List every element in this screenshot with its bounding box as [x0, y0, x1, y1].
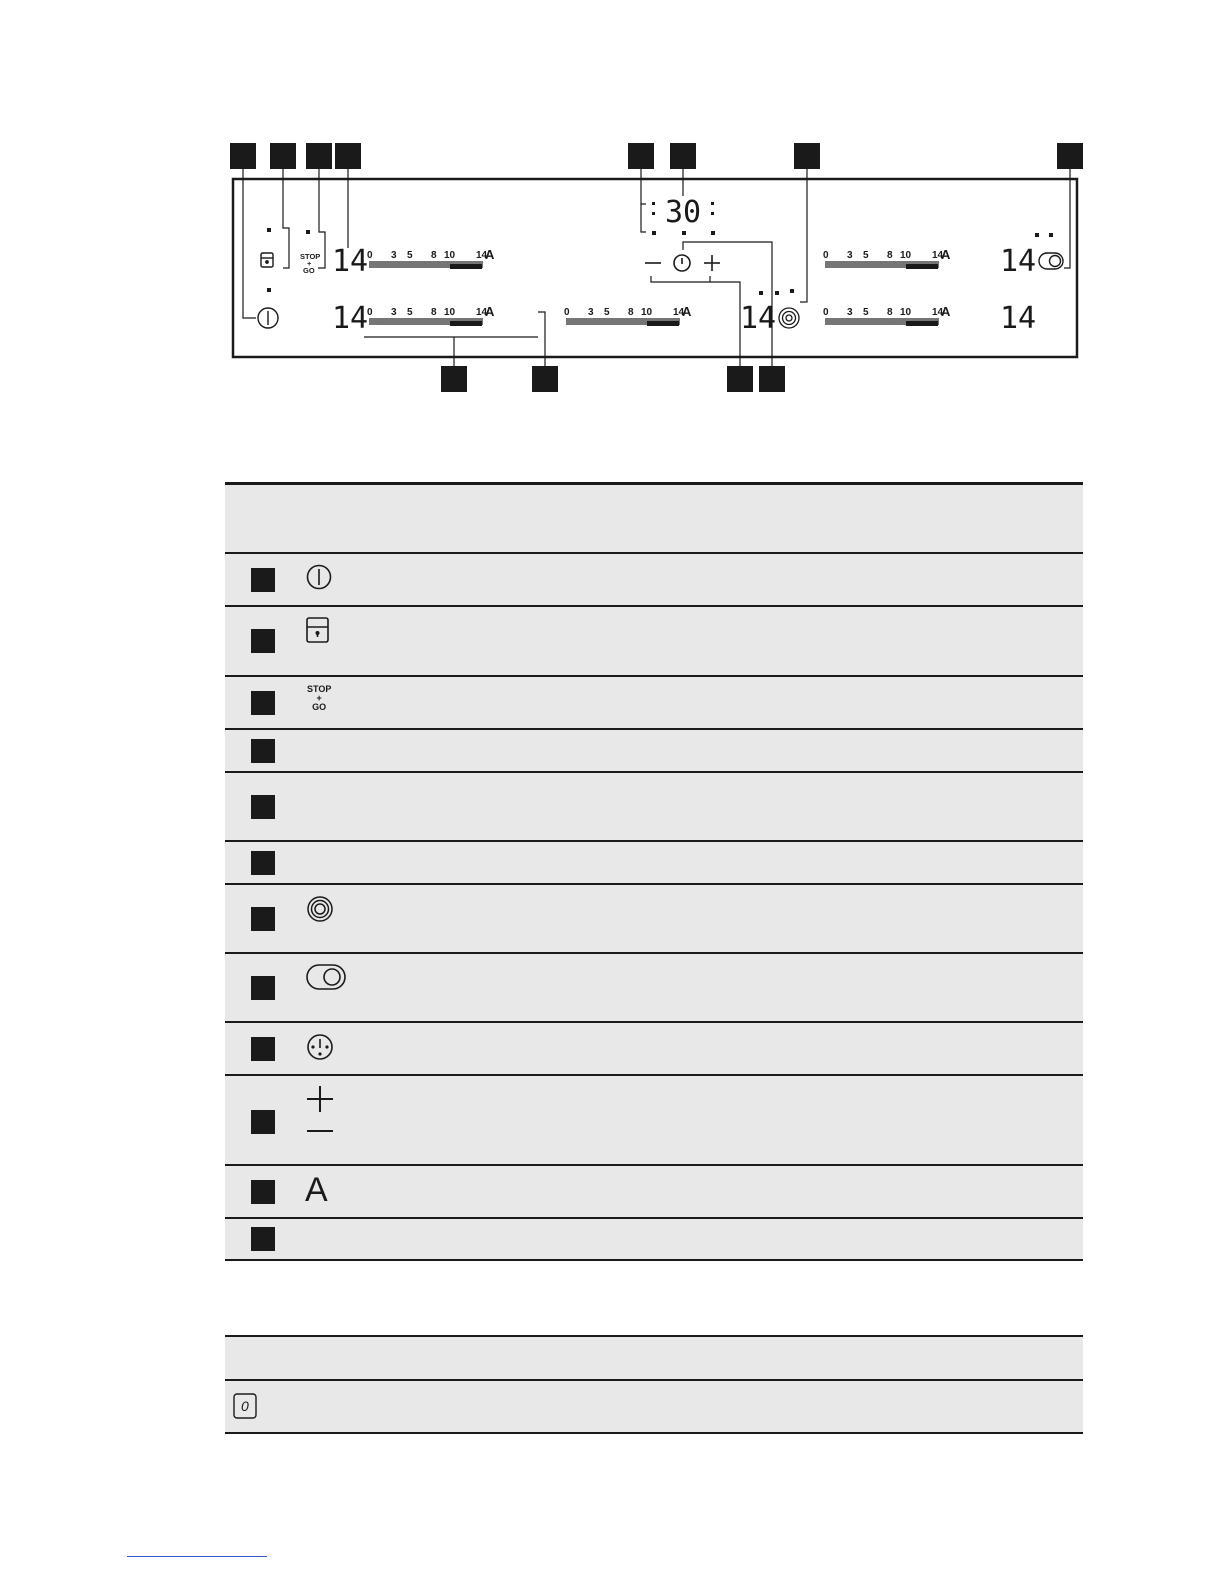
scale-label: 10	[641, 307, 653, 318]
scale-label: 3	[391, 307, 397, 318]
power-scale-bottom-middle[interactable]	[564, 304, 692, 326]
callout-marker	[441, 366, 467, 392]
table-row	[225, 554, 1083, 607]
stop-go-label: GO	[312, 702, 327, 712]
callout-marker	[251, 691, 275, 715]
table-row	[225, 885, 1083, 954]
power-icon[interactable]	[258, 308, 278, 328]
scale-label: 0	[564, 307, 570, 318]
callout-marker	[335, 143, 361, 169]
zone-display-top-left: 14	[332, 244, 369, 279]
bridge-icon	[305, 894, 335, 924]
scale-label: 10	[444, 307, 456, 318]
callout-marker	[230, 143, 256, 169]
scale-label: 8	[628, 307, 634, 318]
callout-marker	[251, 1110, 275, 1134]
callout-marker	[1057, 143, 1083, 169]
plus-label: +	[307, 259, 312, 268]
scale-label: 8	[431, 250, 437, 261]
lock-icon	[305, 616, 331, 644]
scale-auto-label[interactable]: A	[941, 247, 951, 262]
power-scale-top-right[interactable]	[823, 247, 951, 269]
stop-go-button[interactable]	[300, 252, 320, 275]
callout-marker	[794, 143, 820, 169]
table-row	[225, 677, 1083, 730]
scale-auto-label[interactable]: A	[682, 304, 692, 319]
scale-bar-high	[647, 321, 679, 326]
auto-icon: A	[305, 1171, 328, 1209]
zone-display-bottom-right: 14	[1000, 301, 1037, 336]
timer-controls	[645, 255, 720, 271]
scale-label: 10	[444, 250, 456, 261]
callout-markers-top	[230, 143, 1083, 169]
stop-go-label: STOP	[307, 684, 332, 694]
scale-label: 5	[863, 250, 869, 261]
scale-label: 14	[932, 307, 944, 318]
table-header-row	[225, 1337, 1083, 1381]
toggle-icon	[305, 963, 347, 991]
timer-icon[interactable]	[674, 255, 690, 271]
scale-label: 10	[900, 307, 912, 318]
callout-marker	[251, 851, 275, 875]
callout-marker	[251, 1037, 275, 1061]
indicator-dots	[267, 202, 1053, 295]
callout-marker	[670, 143, 696, 169]
table-row	[225, 1381, 1083, 1434]
stop-label: STOP	[300, 252, 321, 261]
scale-bar-high	[450, 264, 482, 269]
callout-marker	[251, 976, 275, 1000]
callout-marker	[270, 143, 296, 169]
scale-bar-high	[450, 321, 482, 326]
scale-label: 0	[367, 250, 373, 261]
callout-marker	[251, 739, 275, 763]
table-row	[225, 842, 1083, 885]
callout-marker	[306, 143, 332, 169]
zone-display-top-right: 14	[1000, 244, 1037, 279]
table-row	[225, 773, 1083, 842]
toggle-icon-svg	[305, 963, 347, 991]
timer-display: 30	[665, 195, 702, 230]
scale-label: 3	[391, 250, 397, 261]
control-panel-diagram	[0, 0, 1225, 420]
stop-go-icon	[307, 685, 331, 712]
scale-label: 3	[847, 250, 853, 261]
toggle-icon[interactable]	[1039, 253, 1063, 269]
table-row	[225, 1219, 1083, 1261]
scale-label: 14	[476, 250, 488, 261]
scale-bar-high	[906, 321, 938, 326]
table-row	[225, 730, 1083, 773]
scale-label: 14	[476, 307, 488, 318]
callout-marker	[251, 1180, 275, 1204]
display-zero-label: 0	[241, 1398, 249, 1414]
callout-marker	[727, 366, 753, 392]
power-icon	[305, 563, 333, 591]
scale-bar-high	[906, 264, 938, 269]
zone-display-bottom-middle: 14	[740, 301, 777, 336]
plus-minus-icon	[305, 1085, 335, 1137]
scale-label: 5	[407, 307, 413, 318]
callout-markers-bottom	[441, 366, 785, 392]
scale-label: 3	[847, 307, 853, 318]
display-zero-symbol	[233, 1393, 257, 1419]
callout-marker	[251, 795, 275, 819]
callout-marker	[251, 907, 275, 931]
scale-label: 5	[407, 250, 413, 261]
power-icon-svg	[305, 563, 333, 591]
scale-label: 3	[588, 307, 594, 318]
bridge-icon-svg	[305, 894, 335, 924]
callout-marker	[251, 568, 275, 592]
callout-marker	[759, 366, 785, 392]
scale-label: 0	[823, 307, 829, 318]
callout-marker	[628, 143, 654, 169]
lock-icon[interactable]	[261, 253, 273, 267]
scale-auto-label[interactable]: A	[485, 247, 495, 262]
power-scale-bottom-left[interactable]	[367, 304, 495, 326]
power-scale-bottom-right[interactable]	[823, 304, 951, 326]
scale-label: 14	[932, 250, 944, 261]
scale-label: 5	[604, 307, 610, 318]
table-row	[225, 607, 1083, 677]
scale-auto-label[interactable]: A	[485, 304, 495, 319]
control-panel-svg	[0, 0, 1225, 420]
zone-display-bottom-left: 14	[332, 301, 369, 336]
footer-link-underline[interactable]	[127, 1556, 267, 1557]
display-table	[225, 1335, 1083, 1435]
callout-marker	[251, 629, 275, 653]
scale-label: 0	[823, 250, 829, 261]
timer-icon-svg	[305, 1032, 335, 1062]
plus-minus-icon-svg	[305, 1085, 335, 1137]
scale-label: 5	[863, 307, 869, 318]
table-row	[225, 1076, 1083, 1166]
bridge-icon[interactable]	[779, 308, 799, 328]
table-row	[225, 1166, 1083, 1219]
table-row	[225, 1023, 1083, 1076]
timer-icon	[305, 1032, 335, 1062]
stop-go-label: +	[316, 693, 322, 703]
scale-label: 10	[900, 250, 912, 261]
callout-marker	[251, 1227, 275, 1251]
callout-marker	[532, 366, 558, 392]
scale-label: 0	[367, 307, 373, 318]
power-scale-top-left[interactable]	[367, 247, 495, 269]
scale-label: 8	[431, 307, 437, 318]
control-panel-table	[225, 482, 1083, 1262]
scale-label: 14	[673, 307, 685, 318]
lock-icon-svg	[305, 616, 331, 644]
go-label: GO	[303, 266, 315, 275]
table-header-row	[225, 485, 1083, 554]
cooking-zones	[332, 244, 1036, 336]
table-row	[225, 954, 1083, 1023]
scale-label: 8	[887, 250, 893, 261]
scale-label: 8	[887, 307, 893, 318]
scale-auto-label[interactable]: A	[941, 304, 951, 319]
